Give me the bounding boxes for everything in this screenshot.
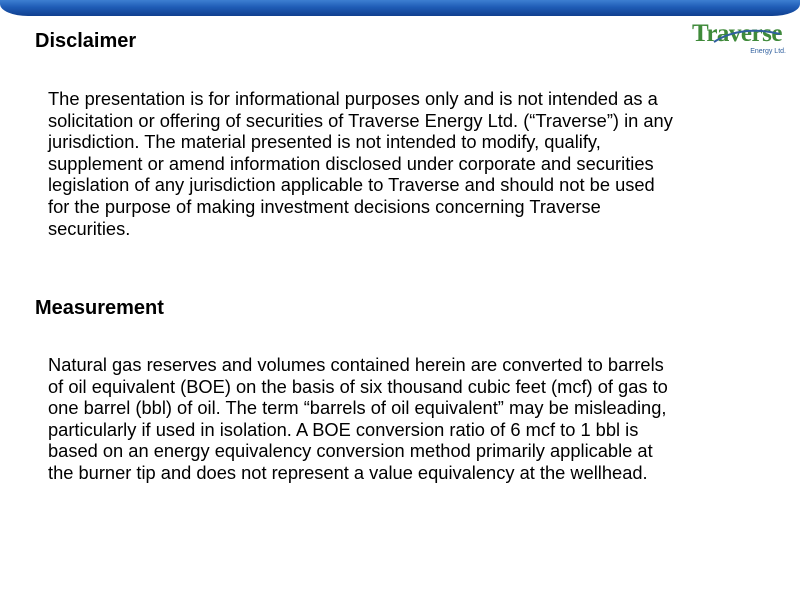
disclaimer-text: The presentation is for informational purposes only and is not intended as a solicitation or offering of securities of Traverse Energy Ltd. (“Traverse”) in any jurisdiction. The material presented is not intended to modify, qualify, supplement or amend information disclosed under corporate and securities legislation of any jurisdiction applicable to Traverse and should not be used for the purpose of making investment decisions concerning Traverse securities.: [48, 88, 673, 239]
measurement-text: Natural gas reserves and volumes contained herein are converted to barrels of oil equivalent (BOE) on the basis of six thousand cubic feet (mcf) of gas to one barrel (bbl) of oil. The term “barrels of oil equivalent” may be misleading, particularly if used in isolation. A BOE conversion ratio of 6 mcf to 1 bbl is based on an energy equivalency conversion method primarily applicable at the burner tip and does not represent a value equivalency at the wellhead.: [48, 354, 668, 483]
top-banner-bar: [0, 0, 800, 16]
logo-swoosh-icon: [712, 28, 782, 50]
measurement-heading: Measurement: [35, 297, 164, 319]
company-logo: [692, 20, 788, 60]
logo-subtitle: Energy Ltd.: [750, 48, 786, 55]
logo-wordmark: Traverse: [692, 20, 782, 47]
disclaimer-heading: Disclaimer: [35, 30, 137, 52]
